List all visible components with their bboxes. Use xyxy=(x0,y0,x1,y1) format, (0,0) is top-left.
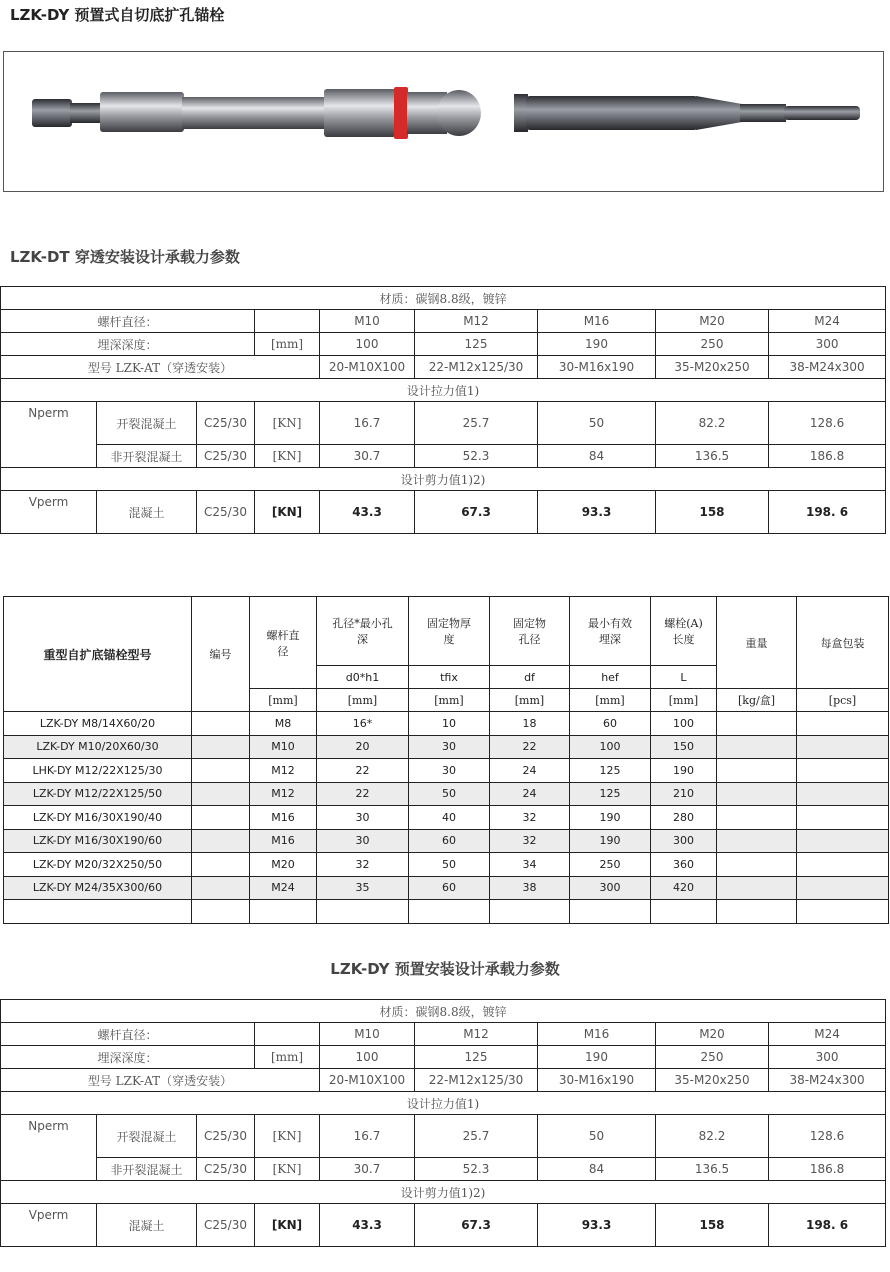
material-cell: 材质：碳钢8.8级，镀锌 xyxy=(1,287,886,310)
table-row xyxy=(4,829,889,853)
model-cell: 22-M12x125/30 xyxy=(415,356,538,379)
header-code: 编号 xyxy=(192,597,250,712)
row-rod: M24 xyxy=(250,876,317,900)
row-length: 280 xyxy=(651,806,717,830)
row-rod: M8 xyxy=(250,712,317,736)
header-pack: 每盒包装 xyxy=(797,597,889,689)
size-cell: M24 xyxy=(769,310,886,333)
model-cell: 30-M16x190 xyxy=(538,1069,656,1092)
row-tfix: 30 xyxy=(409,759,490,783)
grade-cell: C25/30 xyxy=(197,1115,255,1158)
size-cell: M16 xyxy=(538,310,656,333)
sym-tfix: tfix xyxy=(409,666,490,689)
model-cell: 22-M12x125/30 xyxy=(415,1069,538,1092)
depth-cell: 250 xyxy=(656,333,769,356)
shear-value: 67.3 xyxy=(415,491,538,534)
row-model: LZK-DY M16/30X190/40 xyxy=(4,806,192,830)
row-hole: 30 xyxy=(317,829,409,853)
size-cell: M12 xyxy=(415,1023,538,1046)
product-photo-frame xyxy=(3,51,884,192)
header-rod: 螺杆直径 xyxy=(250,597,317,689)
unit-mm: [mm] xyxy=(317,689,409,712)
model-cell: 38-M24x300 xyxy=(769,356,886,379)
row-rod: M20 xyxy=(250,853,317,877)
row-df: 38 xyxy=(490,876,570,900)
vperm-label: Vperm xyxy=(1,491,97,534)
table-row xyxy=(4,853,889,877)
row-rod: M16 xyxy=(250,806,317,830)
unit-cell: [KN] xyxy=(255,1115,320,1158)
row-length: 210 xyxy=(651,782,717,806)
table-row-empty xyxy=(4,900,889,924)
row-hef: 60 xyxy=(570,712,651,736)
model-cell: 20-M10X100 xyxy=(320,356,415,379)
row-length: 420 xyxy=(651,876,717,900)
model-label: 型号 LZK-AT（穿透安装） xyxy=(1,356,320,379)
diameter-label: 螺杆直径： xyxy=(1,310,255,333)
material-cell: 材质：碳钢8.8级，镀锌 xyxy=(1,1000,886,1023)
row-model: LZK-DY M12/22X125/50 xyxy=(4,782,192,806)
uncracked-label: 非开裂混凝土 xyxy=(97,1158,197,1181)
dy-load-table xyxy=(0,999,886,1247)
depth-label: 埋深深度： xyxy=(1,1046,255,1069)
size-cell: M10 xyxy=(320,310,415,333)
table-row xyxy=(4,782,889,806)
row-hole: 20 xyxy=(317,735,409,759)
diameter-label: 螺杆直径： xyxy=(1,1023,255,1046)
row-tfix: 60 xyxy=(409,876,490,900)
row-hef: 100 xyxy=(570,735,651,759)
unit-mm: [mm] xyxy=(409,689,490,712)
unit-cell: [KN] xyxy=(255,402,320,445)
uncracked-value: 136.5 xyxy=(656,1158,769,1181)
nperm-label: Nperm xyxy=(1,402,97,468)
cracked-value: 82.2 xyxy=(656,402,769,445)
table-row xyxy=(4,735,889,759)
row-hef: 125 xyxy=(570,782,651,806)
unit-mm: [mm] xyxy=(250,689,317,712)
cracked-value: 128.6 xyxy=(769,1115,886,1158)
setting-tool-icon xyxy=(514,94,860,132)
row-hole: 30 xyxy=(317,806,409,830)
row-tfix: 30 xyxy=(409,735,490,759)
unit-pack: [pcs] xyxy=(797,689,889,712)
row-df: 24 xyxy=(490,782,570,806)
row-length: 100 xyxy=(651,712,717,736)
uncracked-value: 52.3 xyxy=(415,1158,538,1181)
size-cell: M16 xyxy=(538,1023,656,1046)
model-cell: 35-M20x250 xyxy=(656,356,769,379)
spec-table xyxy=(3,596,889,924)
sym-df: df xyxy=(490,666,570,689)
size-cell: M24 xyxy=(769,1023,886,1046)
uncracked-value: 30.7 xyxy=(320,1158,415,1181)
depth-unit: [mm] xyxy=(255,1046,320,1069)
row-df: 22 xyxy=(490,735,570,759)
row-length: 150 xyxy=(651,735,717,759)
grade-cell: C25/30 xyxy=(197,1158,255,1181)
concrete-label: 混凝土 xyxy=(97,491,197,534)
sym-length: L xyxy=(651,666,717,689)
size-cell: M20 xyxy=(656,1023,769,1046)
cracked-label: 开裂混凝土 xyxy=(97,402,197,445)
uncracked-value: 84 xyxy=(538,1158,656,1181)
cracked-label: 开裂混凝土 xyxy=(97,1115,197,1158)
row-tfix: 10 xyxy=(409,712,490,736)
row-hole: 35 xyxy=(317,876,409,900)
model-cell: 30-M16x190 xyxy=(538,356,656,379)
tension-title: 设计拉力值1) xyxy=(1,1092,886,1115)
row-model: LZK-DY M24/35X300/60 xyxy=(4,876,192,900)
depth-cell: 125 xyxy=(415,1046,538,1069)
unit-mm: [mm] xyxy=(570,689,651,712)
unit-cell: [KN] xyxy=(255,1158,320,1181)
depth-cell: 125 xyxy=(415,333,538,356)
grade-cell: C25/30 xyxy=(197,491,255,534)
grade-cell: C25/30 xyxy=(197,402,255,445)
unit-mm: [mm] xyxy=(490,689,570,712)
cracked-value: 82.2 xyxy=(656,1115,769,1158)
model-label: 型号 LZK-AT（穿透安装） xyxy=(1,1069,320,1092)
cracked-value: 50 xyxy=(538,1115,656,1158)
shear-value: 158 xyxy=(656,491,769,534)
depth-label: 埋深深度： xyxy=(1,333,255,356)
depth-cell: 100 xyxy=(320,1046,415,1069)
depth-cell: 190 xyxy=(538,1046,656,1069)
row-length: 360 xyxy=(651,853,717,877)
row-tfix: 40 xyxy=(409,806,490,830)
unit-mm: [mm] xyxy=(651,689,717,712)
row-rod: M16 xyxy=(250,829,317,853)
row-length: 190 xyxy=(651,759,717,783)
model-cell: 20-M10X100 xyxy=(320,1069,415,1092)
row-model: LZK-DY M10/20X60/30 xyxy=(4,735,192,759)
uncracked-value: 30.7 xyxy=(320,445,415,468)
size-cell: M20 xyxy=(656,310,769,333)
row-hef: 250 xyxy=(570,853,651,877)
unit-cell: [KN] xyxy=(255,1204,320,1247)
row-df: 32 xyxy=(490,829,570,853)
shear-value: 67.3 xyxy=(415,1204,538,1247)
uncracked-value: 136.5 xyxy=(656,445,769,468)
unit-cell: [KN] xyxy=(255,445,320,468)
cracked-value: 128.6 xyxy=(769,402,886,445)
row-hef: 190 xyxy=(570,806,651,830)
row-hef: 125 xyxy=(570,759,651,783)
row-model: LZK-DY M16/30X190/60 xyxy=(4,829,192,853)
anchor-bolt-icon xyxy=(32,87,481,139)
dy-section-title: LZK-DY 预置安装设计承载力参数 xyxy=(330,960,560,978)
depth-cell: 190 xyxy=(538,333,656,356)
product-photo xyxy=(4,52,885,193)
shear-value: 93.3 xyxy=(538,1204,656,1247)
header-df: 固定物孔径 xyxy=(490,597,570,666)
shear-value: 198. 6 xyxy=(769,491,886,534)
row-model: LHK-DY M12/22X125/30 xyxy=(4,759,192,783)
depth-unit: [mm] xyxy=(255,333,320,356)
model-cell: 35-M20x250 xyxy=(656,1069,769,1092)
header-hole: 孔径*最小孔深 xyxy=(317,597,409,666)
row-length: 300 xyxy=(651,829,717,853)
concrete-label: 混凝土 xyxy=(97,1204,197,1247)
unit-cell: [KN] xyxy=(255,491,320,534)
uncracked-value: 84 xyxy=(538,445,656,468)
tension-title: 设计拉力值1) xyxy=(1,379,886,402)
header-hef: 最小有效埋深 xyxy=(570,597,651,666)
depth-cell: 100 xyxy=(320,333,415,356)
table-row xyxy=(4,876,889,900)
grade-cell: C25/30 xyxy=(197,445,255,468)
row-model: LZK-DY M8/14X60/20 xyxy=(4,712,192,736)
sym-hef: hef xyxy=(570,666,651,689)
row-df: 24 xyxy=(490,759,570,783)
uncracked-label: 非开裂混凝土 xyxy=(97,445,197,468)
cracked-value: 16.7 xyxy=(320,1115,415,1158)
row-hole: 22 xyxy=(317,759,409,783)
row-tfix: 50 xyxy=(409,853,490,877)
shear-value: 93.3 xyxy=(538,491,656,534)
row-df: 32 xyxy=(490,806,570,830)
uncracked-value: 186.8 xyxy=(769,445,886,468)
table-row xyxy=(4,806,889,830)
row-hef: 190 xyxy=(570,829,651,853)
row-rod: M12 xyxy=(250,759,317,783)
grade-cell: C25/30 xyxy=(197,1204,255,1247)
dt-section-title: LZK-DT 穿透安装设计承载力参数 xyxy=(10,248,240,266)
uncracked-value: 186.8 xyxy=(769,1158,886,1181)
row-tfix: 60 xyxy=(409,829,490,853)
depth-cell: 300 xyxy=(769,1046,886,1069)
cracked-value: 25.7 xyxy=(415,402,538,445)
row-df: 34 xyxy=(490,853,570,877)
row-rod: M10 xyxy=(250,735,317,759)
cracked-value: 16.7 xyxy=(320,402,415,445)
shear-title: 设计剪力值1)2) xyxy=(1,1181,886,1204)
header-tfix: 固定物厚度 xyxy=(409,597,490,666)
unit-weight: [kg/盒] xyxy=(717,689,797,712)
row-hole: 22 xyxy=(317,782,409,806)
shear-value: 43.3 xyxy=(320,491,415,534)
row-tfix: 50 xyxy=(409,782,490,806)
table-row xyxy=(4,712,889,736)
page-title: LZK-DY 预置式自切底扩孔锚栓 xyxy=(10,6,225,24)
cracked-value: 50 xyxy=(538,402,656,445)
header-model: 重型自扩底锚栓型号 xyxy=(4,597,192,712)
depth-cell: 300 xyxy=(769,333,886,356)
shear-title: 设计剪力值1)2) xyxy=(1,468,886,491)
row-df: 18 xyxy=(490,712,570,736)
shear-value: 158 xyxy=(656,1204,769,1247)
size-cell: M12 xyxy=(415,310,538,333)
sym-hole: d0*h1 xyxy=(317,666,409,689)
row-model: LZK-DY M20/32X250/50 xyxy=(4,853,192,877)
shear-value: 198. 6 xyxy=(769,1204,886,1247)
row-hef: 300 xyxy=(570,876,651,900)
size-cell: M10 xyxy=(320,1023,415,1046)
row-hole: 32 xyxy=(317,853,409,877)
cracked-value: 25.7 xyxy=(415,1115,538,1158)
dt-load-table xyxy=(0,286,886,534)
header-length: 螺栓(A)长度 xyxy=(651,597,717,666)
row-rod: M12 xyxy=(250,782,317,806)
row-hole: 16* xyxy=(317,712,409,736)
uncracked-value: 52.3 xyxy=(415,445,538,468)
shear-value: 43.3 xyxy=(320,1204,415,1247)
table-row xyxy=(4,759,889,783)
nperm-label: Nperm xyxy=(1,1115,97,1181)
vperm-label: Vperm xyxy=(1,1204,97,1247)
header-weight: 重量 xyxy=(717,597,797,689)
depth-cell: 250 xyxy=(656,1046,769,1069)
model-cell: 38-M24x300 xyxy=(769,1069,886,1092)
